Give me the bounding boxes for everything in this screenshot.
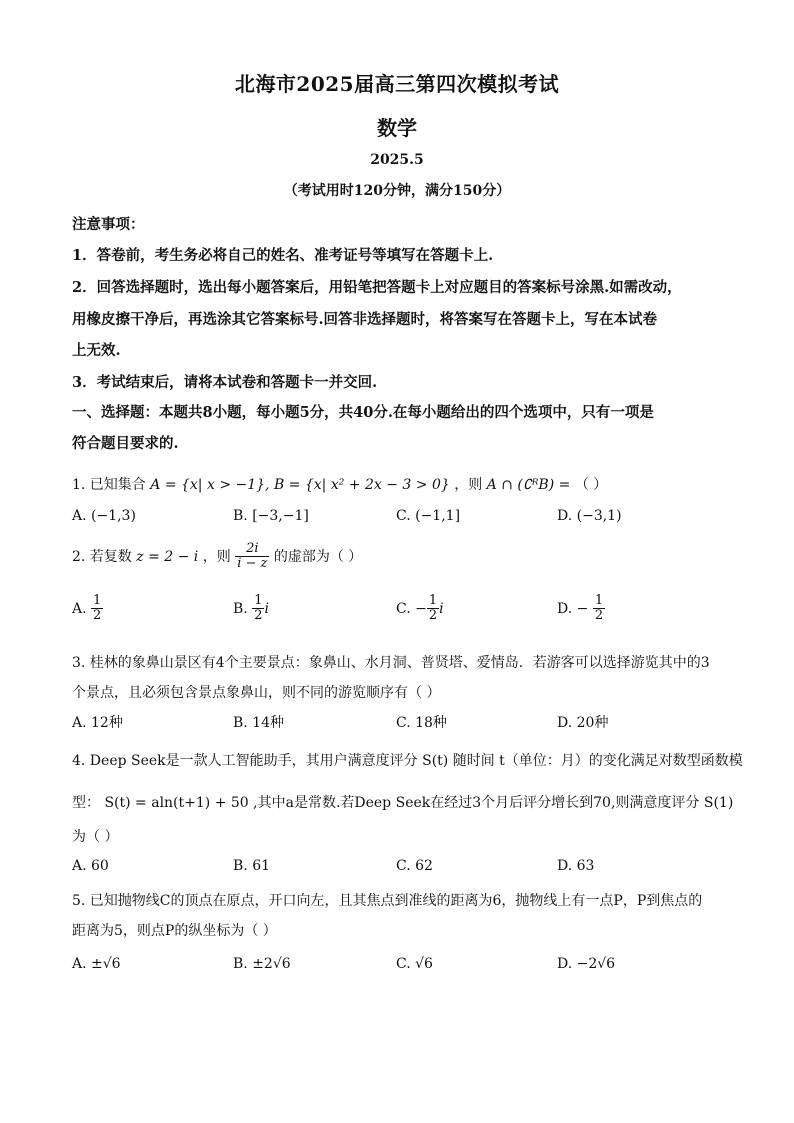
question-5-line-2: 距离为5，则点P的纵坐标为（ ） — [72, 923, 277, 939]
q2-option-a — [72, 594, 103, 624]
q2-option-c-label: C. — [396, 600, 411, 617]
q2-b-den: 2 — [254, 608, 263, 624]
exam-title: 北海市2025届高三第四次模拟考试 — [234, 72, 560, 96]
question-3-line-1: 3. 桂林的象鼻山景区有4个主要景点：象鼻山、水月洞、普贤塔、爱情岛．若游客可以选择游览其中的3 — [72, 655, 710, 671]
note-3: 3．考试结束后，请将本试卷和答题卡一并交回. — [72, 374, 378, 391]
q2-c-num: 1 — [428, 593, 438, 608]
question-4-line-3: 为（ ） — [72, 829, 119, 845]
q1-blank: （ ） — [574, 477, 608, 493]
q4-option-d: D. 63 — [557, 858, 595, 874]
q4-option-a: A. 60 — [72, 858, 109, 874]
question-4-line-2: 型： S(t) = aln(t+1) + 50 ,其中a是常数.若Deep Seek在经过3个月后评分增长到70,则满意度评分 S(1) — [72, 795, 734, 811]
q1-option-a: A. (−1,3) — [72, 508, 136, 524]
q2-d-sign: − — [576, 600, 589, 617]
q4-option-c: C. 62 — [396, 858, 433, 874]
q5-option-c: C. √6 — [396, 956, 433, 972]
q1-option-c: C. (−1,1] — [396, 508, 461, 524]
q5-option-a: A. ±√6 — [72, 956, 121, 972]
question-5-line-1: 5. 已知抛物线C的顶点在原点，开口向左，且其焦点到准线的距离为6，抛物线上有一点P，P到焦点的 — [72, 893, 703, 909]
q2-option-d-fraction — [593, 594, 605, 624]
q2-z-math: z = 2 − i — [136, 548, 199, 565]
q5-option-d: D. −2√6 — [557, 956, 616, 972]
q2-b-suffix: i — [264, 600, 269, 617]
q2-fraction — [235, 542, 269, 572]
q4-option-b: B. 61 — [233, 858, 271, 874]
question-3-line-2: 个景点，且必须包含景点象鼻山，则不同的游览顺序有（ ） — [72, 685, 441, 701]
note-2-line-2: 用橡皮擦干净后，再选涂其它答案标号.回答非选择题时，将答案写在答题卡上，写在本试卷 — [72, 311, 658, 328]
section-heading-line-1: 一、选择题：本题共8小题，每小题5分，共40分.在每小题给出的四个选项中，只有一项是 — [72, 404, 654, 421]
question-2-stem — [72, 542, 732, 572]
q2-option-c-fraction — [427, 594, 439, 624]
q3-option-c: C. 18种 — [396, 715, 447, 731]
exam-duration: （考试用时120分钟，满分150分） — [283, 183, 511, 199]
exam-date: 2025.5 — [370, 152, 424, 168]
q2-c-den: 2 — [428, 608, 438, 624]
q1-option-b: B. [−3,−1] — [233, 508, 309, 524]
note-2-line-3: 上无效. — [72, 342, 121, 359]
q2-option-c — [396, 594, 444, 624]
q2-option-a-label: A. — [72, 600, 87, 617]
q5-option-b: B. ±2√6 — [233, 956, 291, 972]
q3-option-b: B. 14种 — [233, 715, 285, 731]
subject-title: 数学 — [377, 116, 417, 140]
section-heading-line-2: 符合题目要求的. — [72, 435, 179, 452]
q2-option-d-label: D. — [557, 600, 573, 617]
q1-sets-math: A = {x| x > −1}, B = {x| x² + 2x − 3 > 0} — [150, 477, 450, 493]
q2-fraction-denominator: i − z — [237, 556, 268, 572]
notes-heading: 注意事项： — [72, 216, 145, 233]
q2-stem-mid: ，则 — [202, 548, 231, 565]
q1-stem-mid: ，则 — [454, 477, 483, 493]
q2-stem-suffix: 的虚部为（ ） — [273, 548, 363, 565]
q2-a-num: 1 — [93, 593, 102, 608]
q2-option-d — [557, 594, 605, 624]
q2-c-suffix: i — [439, 600, 444, 617]
q2-fraction-numerator: 2i — [235, 542, 269, 557]
q2-option-a-fraction — [91, 594, 103, 624]
note-1: 1．答卷前，考生务必将自己的姓名、准考证号等填写在答题卡上. — [72, 247, 494, 264]
q2-d-den: 2 — [594, 608, 604, 624]
note-2-line-1: 2．回答选择题时，选出每小题答案后，用铅笔把答题卡上对应题目的答案标号涂黑.如需改动， — [72, 279, 682, 296]
question-4-line-1: 4. Deep Seek是一款人工智能助手，其用户满意度评分 S(t) 随时间 t（单位：月）的变化满足对数型函数模 — [72, 753, 743, 769]
q2-stem-prefix: 2. 若复数 — [72, 548, 132, 565]
q2-option-b-label: B. — [233, 600, 248, 617]
q3-option-d: D. 20种 — [557, 715, 609, 731]
q2-option-b — [233, 594, 269, 624]
q1-option-d: D. (−3,1) — [557, 508, 622, 524]
q2-c-sign: − — [415, 600, 427, 617]
q2-option-b-fraction — [252, 594, 264, 624]
q2-d-num: 1 — [594, 593, 604, 608]
question-1-stem — [72, 474, 732, 494]
q1-target-math: A ∩ (∁ᴿB) = — [486, 477, 571, 493]
q2-a-den: 2 — [93, 608, 102, 624]
q2-b-num: 1 — [254, 593, 263, 608]
q3-option-a: A. 12种 — [72, 715, 123, 731]
q1-stem-prefix: 1. 已知集合 — [72, 477, 146, 493]
